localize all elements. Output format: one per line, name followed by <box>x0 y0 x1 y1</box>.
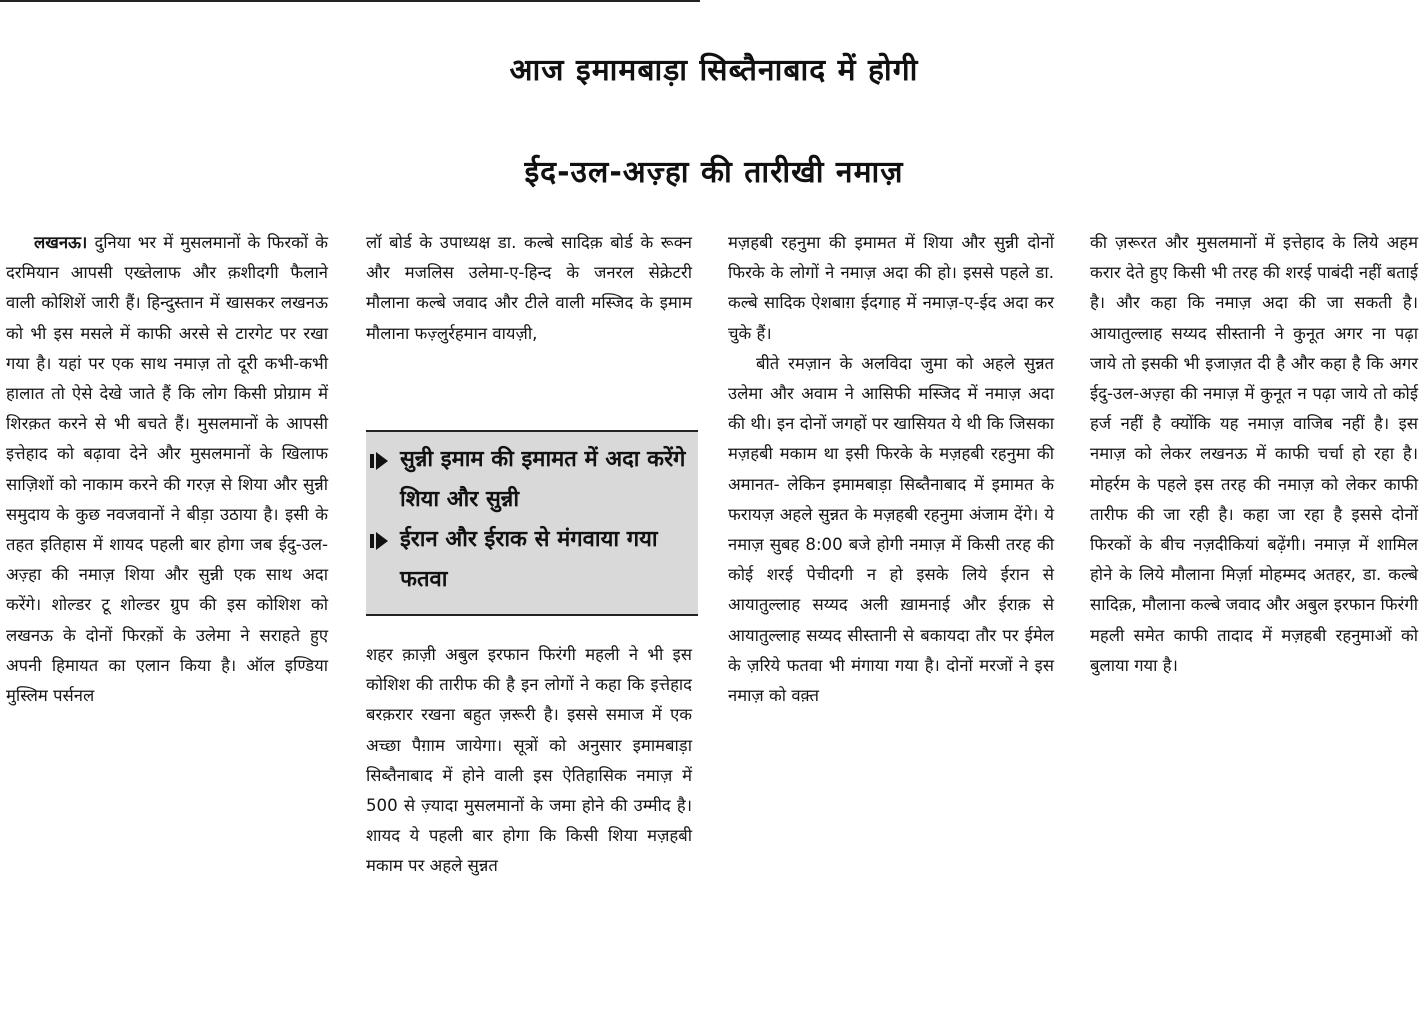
article-column-1 <box>6 228 328 711</box>
article-paragraph: की ज़रूरत और मुसलमानों में इत्तेहाद के लिये अहम करार देते हुए किसी भी तरह की शरई पाबंदी नहीं बताई है। और कहा कि नमाज़ अदा की जा सकती है। आयातुल्लाह सय्यद सीस्तानी ने कुनूत अगर ना पढ़ा जाये तो इसकी भी इजाज़त दी है और कहा है कि अगर ईदु-उल-अज़्हा की नमाज़ में कुनूत न पढ़ा जाये तो कोई हर्ज नहीं है क्योंकि यह नमाज़ वाजिब नहीं है। इस नमाज़ को लेकर लखनऊ में काफी चर्चा हो रहा है। मोहर्रम के पहले इस तरह की नमाज़ को लेकर काफी तारीफ की जा रही है। कहा जा रहा है इससे दोनों फिरकों के बीच नज़दीकियां बढ़ेंगी। नमाज़ में शामिल होने के लिये मौलाना मिर्ज़ा मोहम्मद अतहर, डा. कल्बे सादिक़, मौलाना कल्बे जवाद और अबुल इरफान फिरंगी महली समेत काफी तादाद में मज़हबी रहनुमाओं को बुलाया गया है। <box>1090 233 1418 675</box>
article-column-3 <box>728 228 1054 711</box>
article-text: दुनिया भर में मुसलमानों के फिरकों के दरमियान आपसी एख्तेलाफ और क़शीदगी फैलाने वाली कोशिशें जारी हैं। हिन्दुस्तान में खासकर लखनऊ को भी इस मसले में काफी अरसे से टारगेट पर रखा गया है। यहां पर एक साथ नमाज़ तो दूरी कभी-कभी हालात तो ऐसे देखे जाते हैं कि लोग किसी प्रोग्राम में शिरक़त करने से भी बचते हैं। मुसलमानों के आपसी इत्तेहाद को बढ़ावा देने और मुसलमानों के खिलाफ साज़िशों को नाकाम करने की गरज़ से शिया और सुन्नी समुदाय के कुछ नवजवानों ने बीड़ा उठाया है। इसी के तहत इतिहास में शायद पहली बार होगा जब ईदु-उल-अज़्हा की नमाज़ शिया और सुन्नी एक साथ अदा करेंगे। शोल्डर टू शोल्डर ग्रुप की इस कोशिश को लखनऊ के दोनों फिरक़ों के उलेमा ने सराहते हुए अपनी हिमायत का एलान किया है। ऑल इण्डिया मुस्लिम पर्सनल <box>6 233 328 706</box>
headline-line-2: ईद-उल-अज़्हा की तारीखी नमाज़ <box>524 155 904 190</box>
article-paragraph: शहर क़ाज़ी अबुल इरफान फिरंगी महली ने भी इस कोशिश की तारीफ की है इन लोगों ने कहा कि इत्तेहाद बरक़रार रखना बहुत ज़रूरी है। इससे समाज में एक अच्छा पैग़ाम जायेगा। सूत्रों को अनुसार इमामबाड़ा सिब्तैनाबाद में होने वाली इस ऐतिहासिक नमाज़ में 500 से ज़्यादा मुसलमानों के जमा होने की उम्मीद है। शायद ये पहली बार होगा कि किसी शिया मज़हबी मकाम पर अहले सुन्नत <box>366 645 692 876</box>
pull-quote-item <box>374 520 692 600</box>
article-paragraph <box>6 228 328 711</box>
headline-line-1: आज इमामबाड़ा सिब्तैनाबाद में होगी <box>509 53 919 88</box>
dateline: लखनऊ। <box>34 233 88 252</box>
article-column-4 <box>1090 228 1418 681</box>
pull-quote-text: ईरान और ईराक से मंगवाया गया फतवा <box>400 527 658 592</box>
article-paragraph: मज़हबी रहनुमा की इमामत में शिया और सुन्नी दोनों फिरके के लोगों ने नमाज़ अदा की हो। इससे पहले डा. कल्बे सादिक ऐशबाग़ ईदगाह में नमाज़-ए-ईद अदा कर चुके हैं। <box>728 233 1054 343</box>
article-paragraph: लॉ बोर्ड के उपाध्यक्ष डा. कल्बे सादिक़ बोर्ड के रूक्न और मजलिस उलेमा-ए-हिन्द के जनरल सेक्रेटरी मौलाना कल्बे जवाद और टीले वाली मस्जिद के इमाम मौलाना फज़्लुर्रहमान वायज़ी, <box>366 233 692 343</box>
top-rule <box>0 0 700 2</box>
arrow-bullet-icon <box>376 452 388 470</box>
article-paragraph: बीते रमज़ान के अलविदा जुमा को अहले सुन्नत उलेमा और अवाम ने आसिफी मस्जिद में नमाज़ अदा की थी। इन दोनों जगहों पर खासियत ये थी कि जिसका मज़हबी मकाम था इसी फिरके के मज़हबी रहनुमा की अमानत- लेकिन इमामबाड़ा सिब्तैनाबाद में इमामत के फरायज़ अहले सुन्नत के मज़हबी रहनुमा अंजाम देंगे। ये नमाज़ सुबह 8:00 बजे होगी नमाज़ में किसी तरह की कोई शरई पेचीदगी न हो इसके लिये ईरान से आयातुल्लाह सय्यद अली ख़ामनाई और ईराक़ से आयातुल्लाह सय्यद सीस्तानी से बकायदा तौर पर ईमेल के ज़रिये फतवा भी मंगाया गया है। दोनों मरजों ने इस नमाज़ को वक़्त <box>728 353 1054 706</box>
article-column-2-top <box>366 228 692 349</box>
pull-quote-text: सुन्नी इमाम की इमामत में अदा करेंगे शिया और सुन्नी <box>400 447 686 512</box>
pull-quote-item <box>374 440 692 520</box>
headline <box>0 20 1428 224</box>
arrow-bullet-icon <box>376 532 388 550</box>
pull-quote-box <box>366 430 698 616</box>
article-column-2-bottom <box>366 640 692 882</box>
